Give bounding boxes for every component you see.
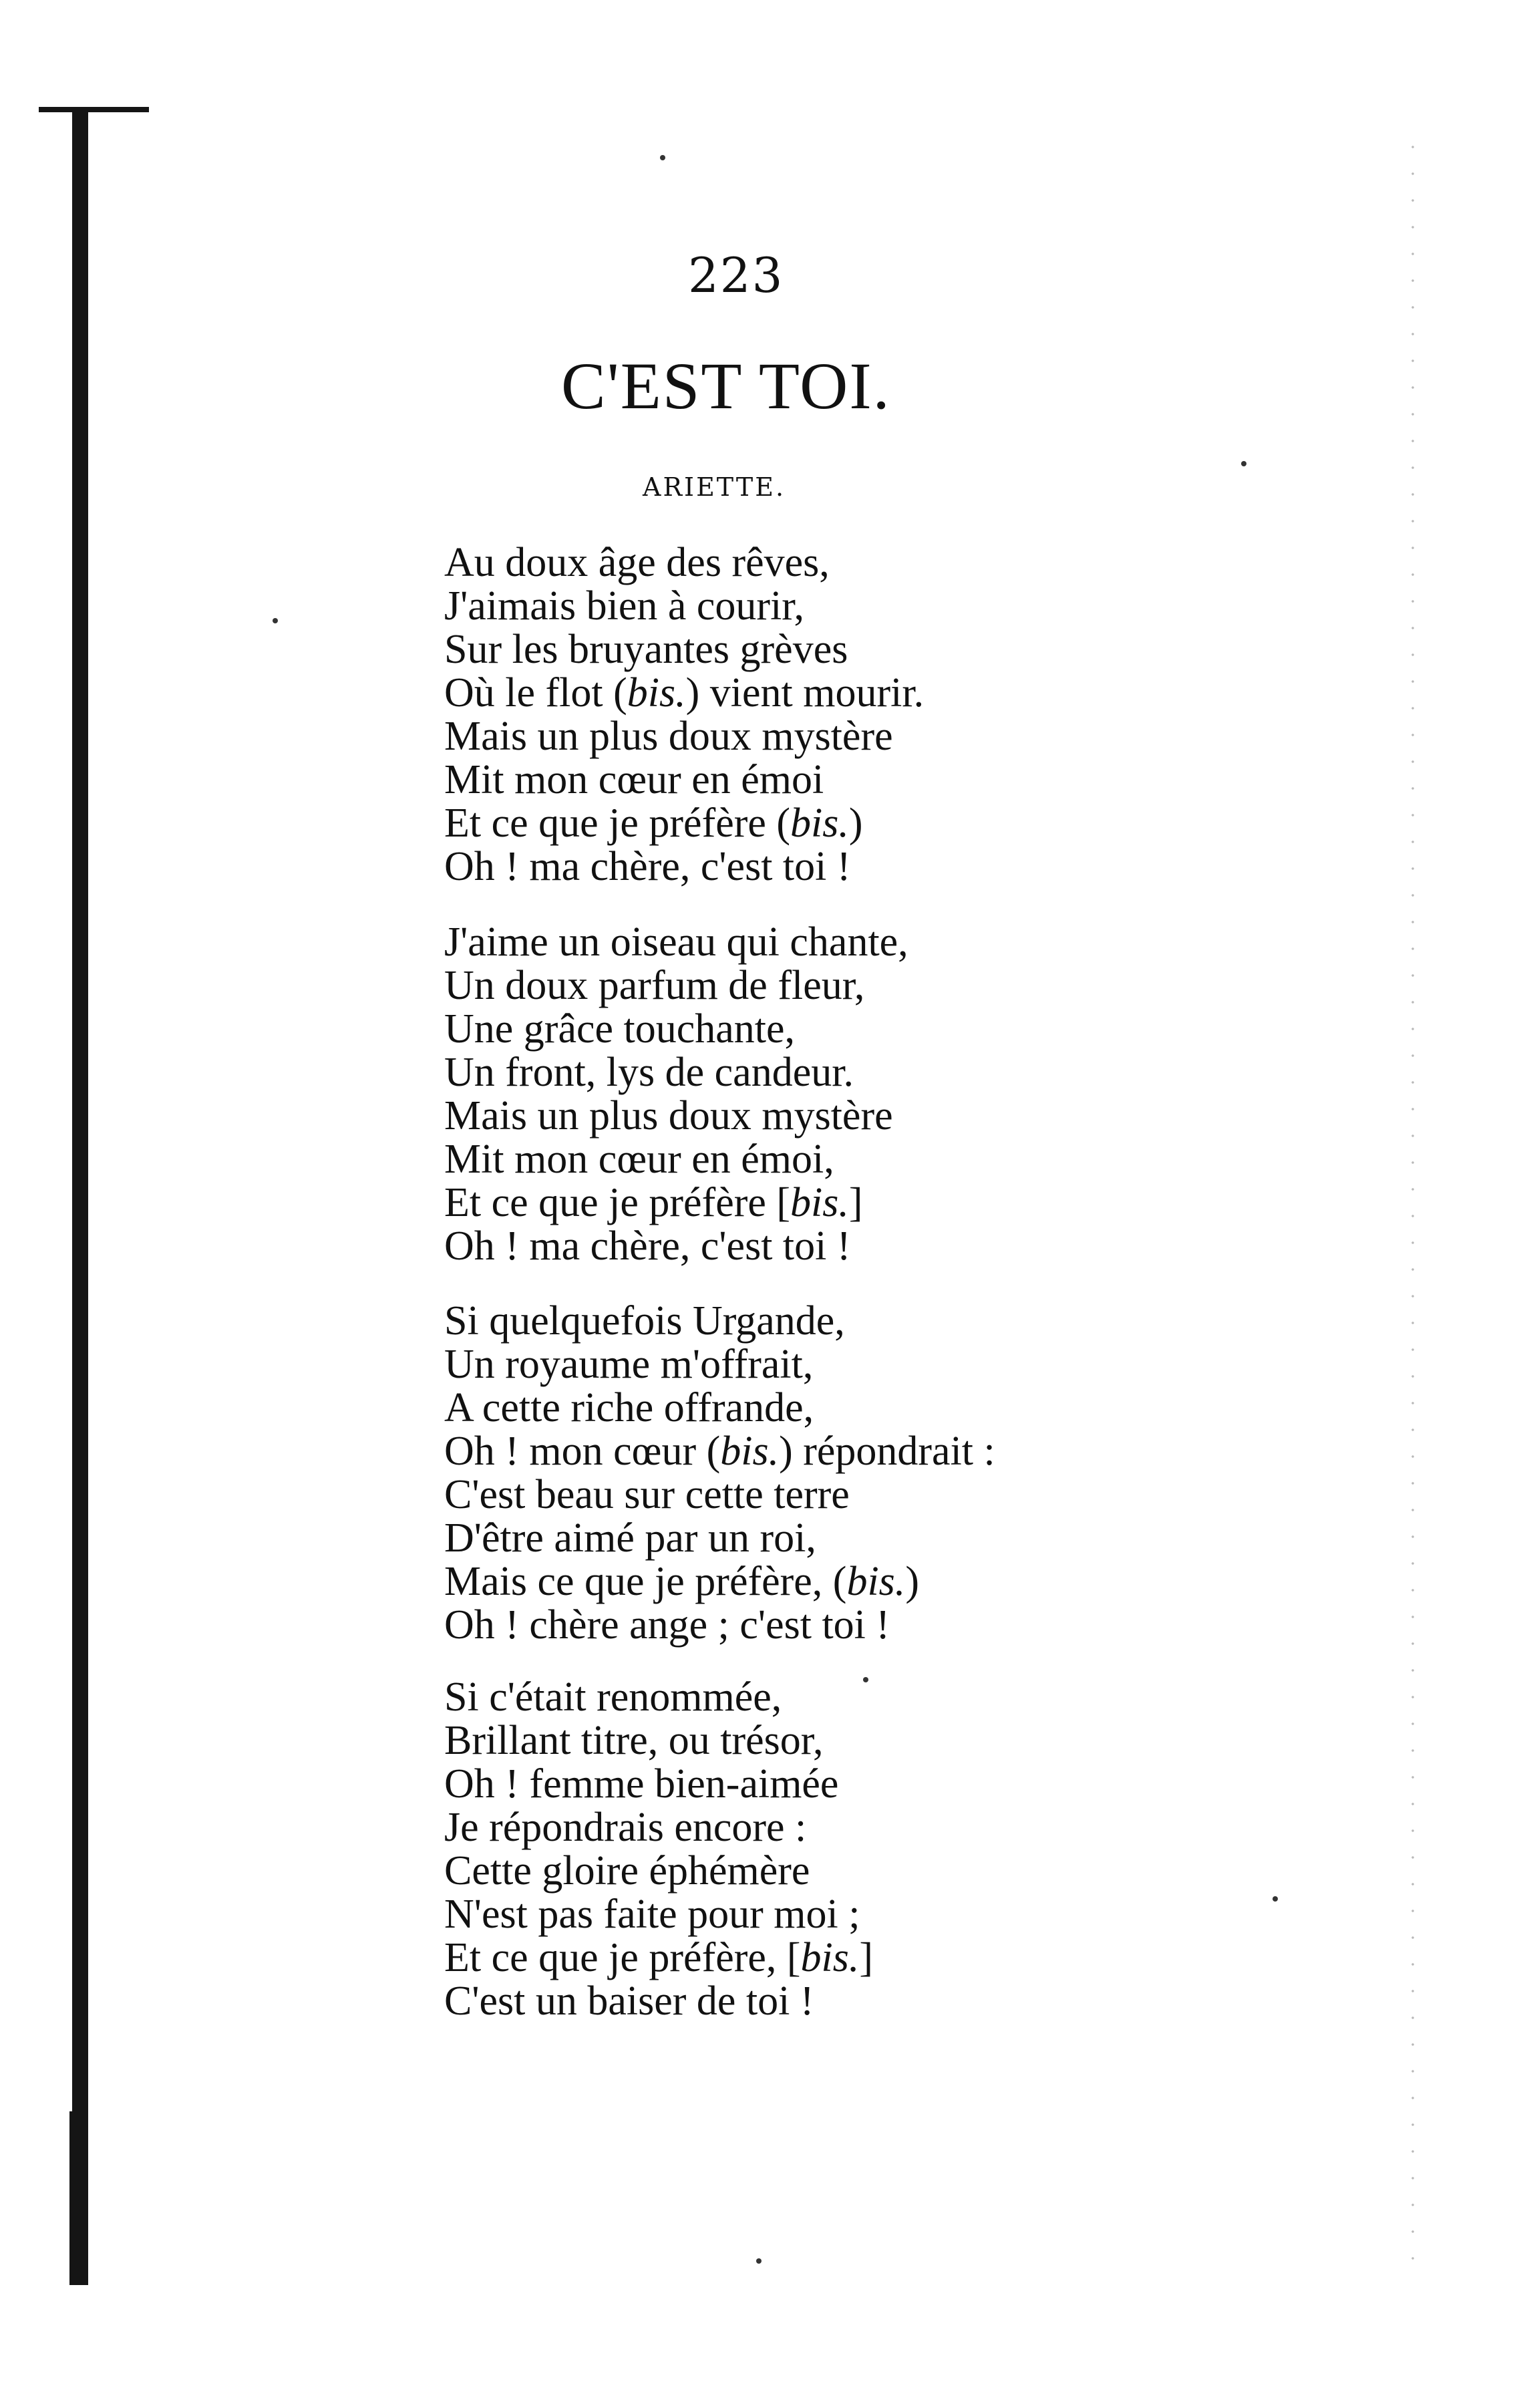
binding-edge-cap: [39, 107, 149, 112]
verse-line: C'est un baiser de toi !: [444, 1978, 814, 2024]
verse-line: D'être aimé par un roi,: [444, 1515, 816, 1561]
verse-line: Mit mon cœur en émoi,: [444, 1137, 834, 1182]
verse-line: N'est pas faite pour moi ;: [444, 1892, 860, 1937]
verse-line: Où le flot (bis.) vient mourir.: [444, 670, 924, 716]
stanza-1: [444, 541, 924, 889]
paper-speck: [273, 618, 278, 623]
binding-edge-foot: [69, 2111, 76, 2285]
bis-marker: bis.: [627, 670, 686, 716]
binding-edge-rule: [72, 110, 88, 2285]
verse-line: Oh ! ma chère, c'est toi !: [444, 1223, 851, 1269]
verse-line: C'est beau sur cette terre: [444, 1472, 850, 1517]
verse-line: Oh ! mon cœur (bis.) répondrait :: [444, 1428, 995, 1474]
paper-speck: [1241, 461, 1246, 466]
bis-marker: bis.: [720, 1428, 780, 1474]
verse-line: J'aime un oiseau qui chante,: [444, 919, 908, 965]
bis-marker: bis.: [790, 1180, 849, 1225]
verse-line: Mais ce que je préfère, (bis.): [444, 1559, 919, 1604]
stanza-3: [444, 1300, 995, 1647]
poem-subtitle: ARIETTE.: [643, 472, 786, 502]
verse-line: Et ce que je préfère (bis.): [444, 800, 863, 846]
stanza-2: [444, 921, 908, 1268]
verse-line: Sur les bruyantes grèves: [444, 627, 848, 672]
verse-line: Une grâce touchante,: [444, 1006, 796, 1052]
verse-line: Mais un plus doux mystère: [444, 714, 893, 759]
verse-line: A cette riche offrande,: [444, 1385, 814, 1431]
paper-speck: [660, 155, 665, 160]
verse-line: Mais un plus doux mystère: [444, 1093, 893, 1139]
verse-line: Cette gloire éphémère: [444, 1848, 810, 1894]
verse-line: J'aimais bien à courir,: [444, 583, 804, 629]
page-number: 223: [688, 247, 784, 303]
verse-line: Au doux âge des rêves,: [444, 540, 830, 585]
verse-line: Et ce que je préfère, [bis.]: [444, 1935, 874, 1980]
verse-line: Mit mon cœur en émoi: [444, 757, 824, 802]
verse-line: Un royaume m'offrait,: [444, 1342, 814, 1387]
poem-title: C'EST TOI.: [561, 349, 891, 423]
stanza-4: [444, 1676, 873, 2023]
bis-marker: bis.: [790, 800, 849, 846]
verse-line: Je répondrais encore :: [444, 1805, 807, 1850]
paper-speck: [1273, 1896, 1278, 1902]
verse-line: Si quelquefois Urgande,: [444, 1298, 845, 1344]
bis-marker: bis.: [846, 1559, 906, 1604]
verse-line: Oh ! ma chère, c'est toi !: [444, 844, 851, 889]
bis-marker: bis.: [800, 1935, 860, 1980]
verse-line: Un front, lys de candeur.: [444, 1050, 854, 1095]
verse-line: Brillant titre, ou trésor,: [444, 1718, 824, 1763]
paper-speck: [756, 2258, 762, 2264]
verse-line: Oh ! femme bien-aimée: [444, 1761, 839, 1807]
verse-line: Si c'était renommée,: [444, 1674, 782, 1720]
right-margin-specks: [1411, 134, 1415, 2272]
verse-line: Oh ! chère ange ; c'est toi !: [444, 1602, 890, 1648]
verse-line: Et ce que je préfère [bis.]: [444, 1180, 863, 1225]
verse-line: Un doux parfum de fleur,: [444, 963, 865, 1008]
